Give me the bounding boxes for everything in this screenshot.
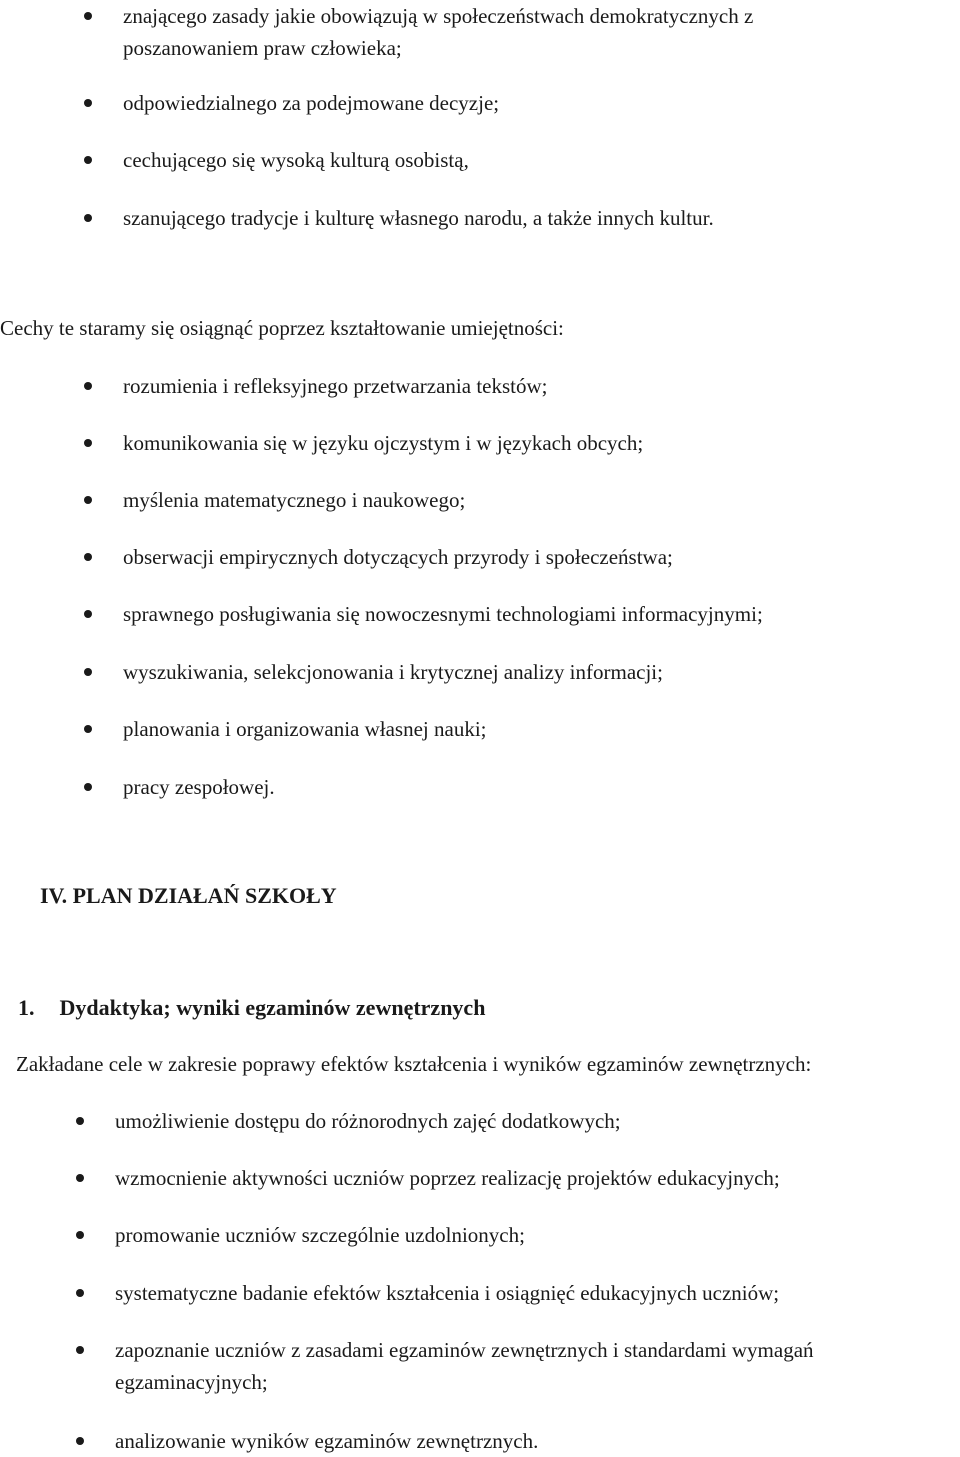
list-item-text: odpowiedzialnego za podejmowane decyzje; — [123, 91, 500, 115]
skills-intro: Cechy te staramy się osiągnąć poprzez kształtowanie umiejętności: — [0, 316, 564, 340]
list-item-text: umożliwienie dostępu do różnorodnych zajęć dodatkowych; — [115, 1109, 621, 1133]
bullet-icon — [76, 1231, 84, 1239]
bullet-icon — [84, 439, 92, 447]
list-item-text: wzmocnienie aktywności uczniów poprzez realizację projektów edukacyjnych; — [115, 1166, 780, 1190]
list-item-text: komunikowania się w języku ojczystym i w językach obcych; — [123, 431, 644, 455]
list-item-text: rozumienia i refleksyjnego przetwarzania tekstów; — [123, 374, 548, 398]
bullet-icon — [84, 553, 92, 561]
bullet-icon — [84, 12, 92, 20]
subsection-number: 1. — [18, 995, 35, 1020]
list-item-text: pracy zespołowej. — [123, 775, 275, 799]
bullet-icon — [76, 1174, 84, 1182]
bullet-icon — [84, 382, 92, 390]
section-heading: IV. PLAN DZIAŁAŃ SZKOŁY — [40, 883, 337, 908]
bullet-icon — [84, 668, 92, 676]
bullet-icon — [76, 1346, 84, 1354]
bullet-icon — [76, 1437, 84, 1445]
bullet-icon — [84, 783, 92, 791]
bullet-icon — [84, 99, 92, 107]
goals-intro: Zakładane cele w zakresie poprawy efektów kształcenia i wyników egzaminów zewnętrznych: — [16, 1052, 812, 1076]
list-item-text: systematyczne badanie efektów kształcenia i osiągnięć edukacyjnych uczniów; — [115, 1281, 780, 1305]
subsection-heading — [18, 992, 485, 1024]
bullet-icon — [84, 496, 92, 504]
list-item-text: sprawnego posługiwania się nowoczesnymi technologiami informacyjnymi; — [123, 602, 763, 626]
list-item-text: analizowanie wyników egzaminów zewnętrznych. — [115, 1429, 539, 1453]
bullet-icon — [84, 214, 92, 222]
list-item-text: znającego zasady jakie obowiązują w społeczeństwach demokratycznych z poszanowaniem praw człowieka; — [123, 4, 754, 60]
list-item-text: wyszukiwania, selekcjonowania i krytycznej analizy informacji; — [123, 660, 663, 684]
subsection-title: Dydaktyka; wyniki egzaminów zewnętrznych — [59, 995, 486, 1020]
bullet-icon — [76, 1117, 84, 1125]
list-item-text: myślenia matematycznego i naukowego; — [123, 488, 466, 512]
bullet-icon — [76, 1289, 84, 1297]
bullet-icon — [84, 156, 92, 164]
list-item-text: promowanie uczniów szczególnie uzdolnionych; — [115, 1223, 525, 1247]
bullet-icon — [84, 610, 92, 618]
list-item-text: zapoznanie uczniów z zasadami egzaminów zewnętrznych i standardami wymagań egzaminacyjnych; — [115, 1338, 814, 1394]
list-item-text: planowania i organizowania własnej nauki; — [123, 717, 487, 741]
list-item-text: cechującego się wysoką kulturą osobistą, — [123, 148, 469, 172]
list-item-text: obserwacji empirycznych dotyczących przyrody i społeczeństwa; — [123, 545, 673, 569]
list-item-text: szanującego tradycje i kulturę własnego narodu, a także innych kultur. — [123, 206, 714, 230]
bullet-icon — [84, 725, 92, 733]
